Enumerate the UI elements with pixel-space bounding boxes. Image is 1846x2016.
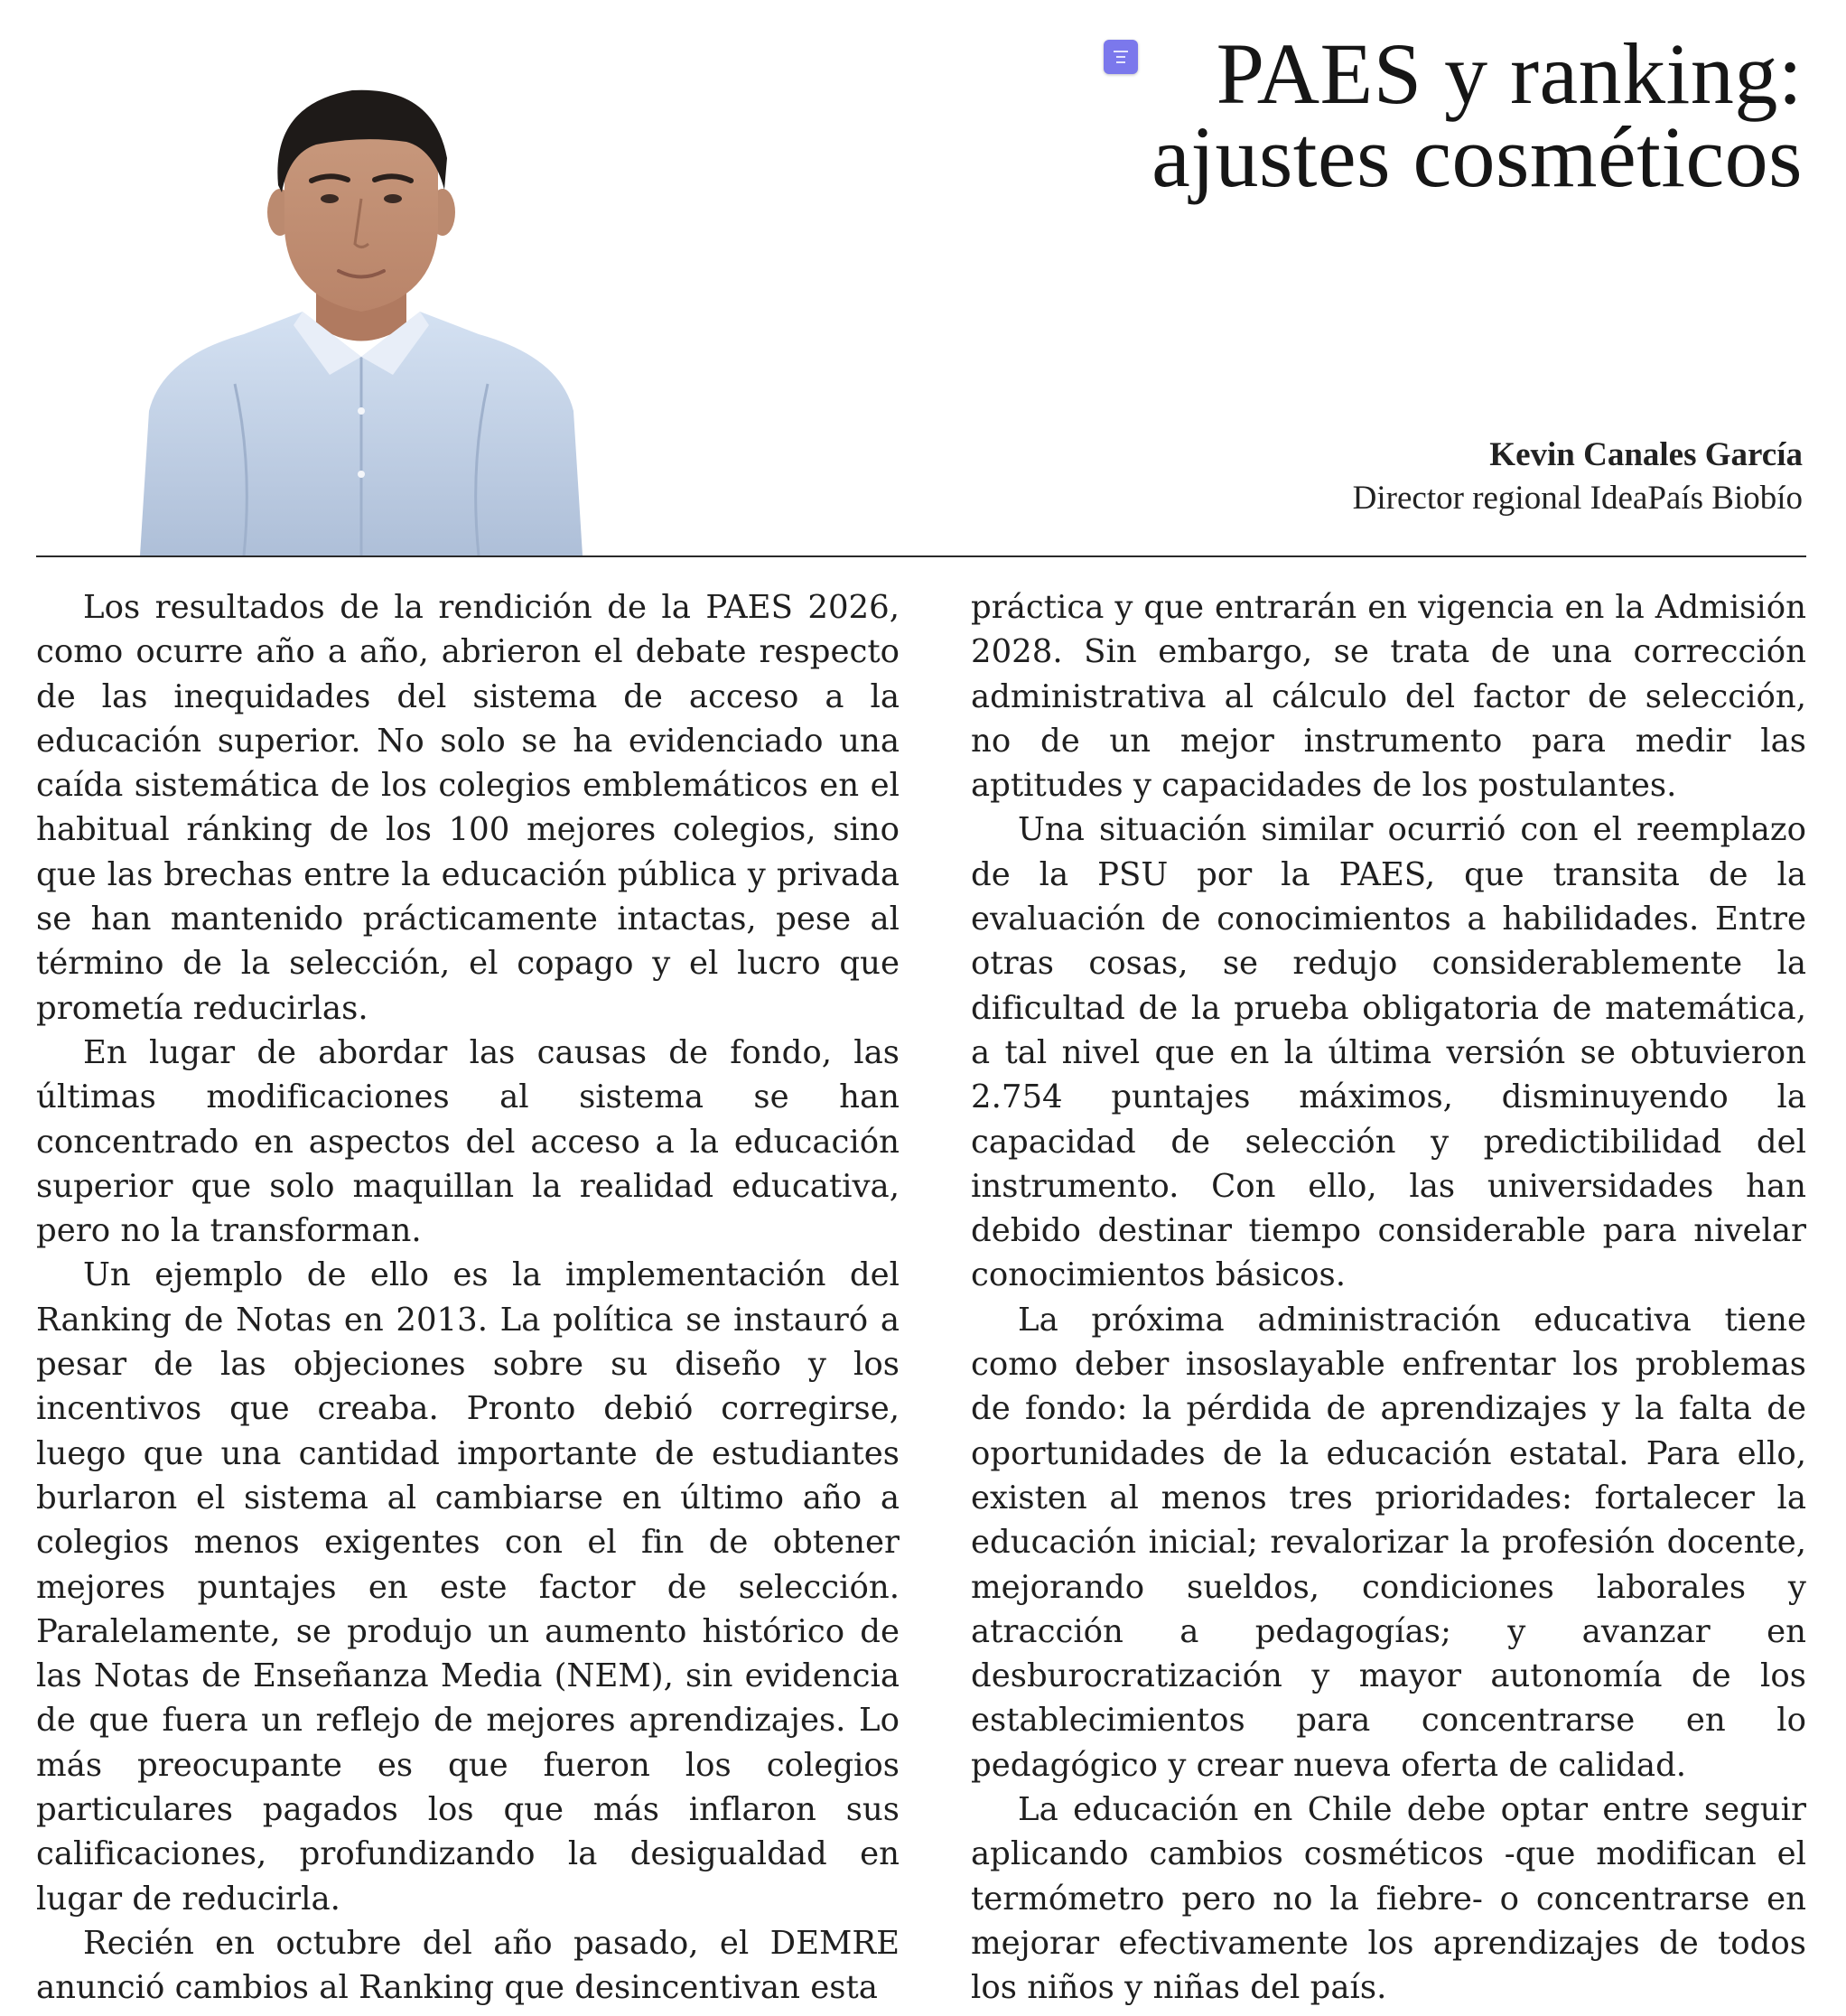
article-title (1151, 25, 1803, 205)
author-photo (135, 86, 587, 555)
paragraph: Los resultados de la rendición de la PAES 2026, como ocurre año a año, abrieron el debate respecto de las inequidades del sistema de acceso a la educación superior. No solo se ha evidenciado una caída sistemática de los colegios emblemáticos en el habitual ránking de los 100 mejores colegios, sino que las brechas entre la educación pública y privada se han mantenido prácticamente intactas, pese al término de la selección, el copago y el lucro que prometía reducirlas. (36, 589, 900, 1027)
paragraph: En lugar de abordar las causas de fondo, las últimas modificaciones al sistema se han concentrado en aspectos del acceso a la educación superior que solo maquillan la realidad educativa, pero no la transforman. (36, 1033, 900, 1250)
paragraph: La próxima administración educativa tiene como deber insoslayable enfrentar los problemas de fondo: la pérdida de aprendizajes y la falta de oportunidades de la educación estatal. Para ello, existen al menos tres prioridades: fortalecer la educación inicial; revalorizar la profesión docente, mejorando sueldos, condiciones laborales y atracción a pedagogías; y avanzar en desburocratización y mayor autonomía de los establecimientos para concentrarse en lo pedagógico y crear nueva oferta de calidad. (971, 1301, 1806, 1784)
author-role: Director regional IdeaPaís Biobío (1352, 480, 1803, 517)
paragraph: La educación en Chile debe optar entre seguir aplicando cambios cosméticos -que modifican el termómetro pero no la fiebre- o concentrarse en mejorar efectivamente los aprendizajes de todos los niños y niñas del país. (971, 1791, 1806, 2007)
article-column-left (36, 585, 900, 2011)
paragraph-continuation: práctica y que entrarán en vigencia en la Admisión 2028. Sin embargo, se trata de una corrección administrativa al cálculo del factor de selección, no de un mejor instrumento para medir las aptitudes y capacidades de los postulantes. (971, 589, 1806, 805)
header-divider (36, 555, 1806, 557)
title-line-2: ajustes cosméticos (1151, 108, 1803, 205)
paragraph: Un ejemplo de ello es la implementación del Ranking de Notas en 2013. La política se instauró a pesar de las objeciones sobre su diseño y los incentivos que creaba. Pronto debió corregirse, luego que una cantidad importante de estudiantes burlaron el sistema al cambiarse en último año a colegios menos exigentes con el fin de obtener mejores puntajes en este factor de selección. Paralelamente, se produjo un aumento histórico de las Notas de Enseñanza Media (NEM), sin evidencia de que fuera un reflejo de mejores aprendizajes. Lo más preocupante es que fueron los colegios particulares pagados los que más inflaron sus calificaciones, profundizando la desigualdad en lugar de reducirla. (36, 1256, 900, 1918)
note-icon (1114, 51, 1128, 52)
paragraph: Recién en octubre del año pasado, el DEMRE anunció cambios al Ranking que desincentivan esta (36, 1924, 900, 2007)
article-column-right (971, 585, 1806, 2011)
title-line-1: PAES y ranking: (1216, 25, 1803, 122)
author-name: Kevin Canales García (1489, 436, 1803, 473)
note-button[interactable] (1104, 40, 1138, 74)
paragraph: Una situación similar ocurrió con el reemplazo de la PSU por la PAES, que transita de la evaluación de conocimientos a habilidades. Entre otras cosas, se redujo considerablemente la dificultad de la prueba obligatoria de matemática, a tal nivel que en la última versión se obtuvieron 2.754 puntajes máximos, disminuyendo la capacidad de selección y predictibilidad del instrumento. Con ello, las universidades han debido destinar tiempo considerable para nivelar conocimientos básicos. (971, 811, 1806, 1294)
